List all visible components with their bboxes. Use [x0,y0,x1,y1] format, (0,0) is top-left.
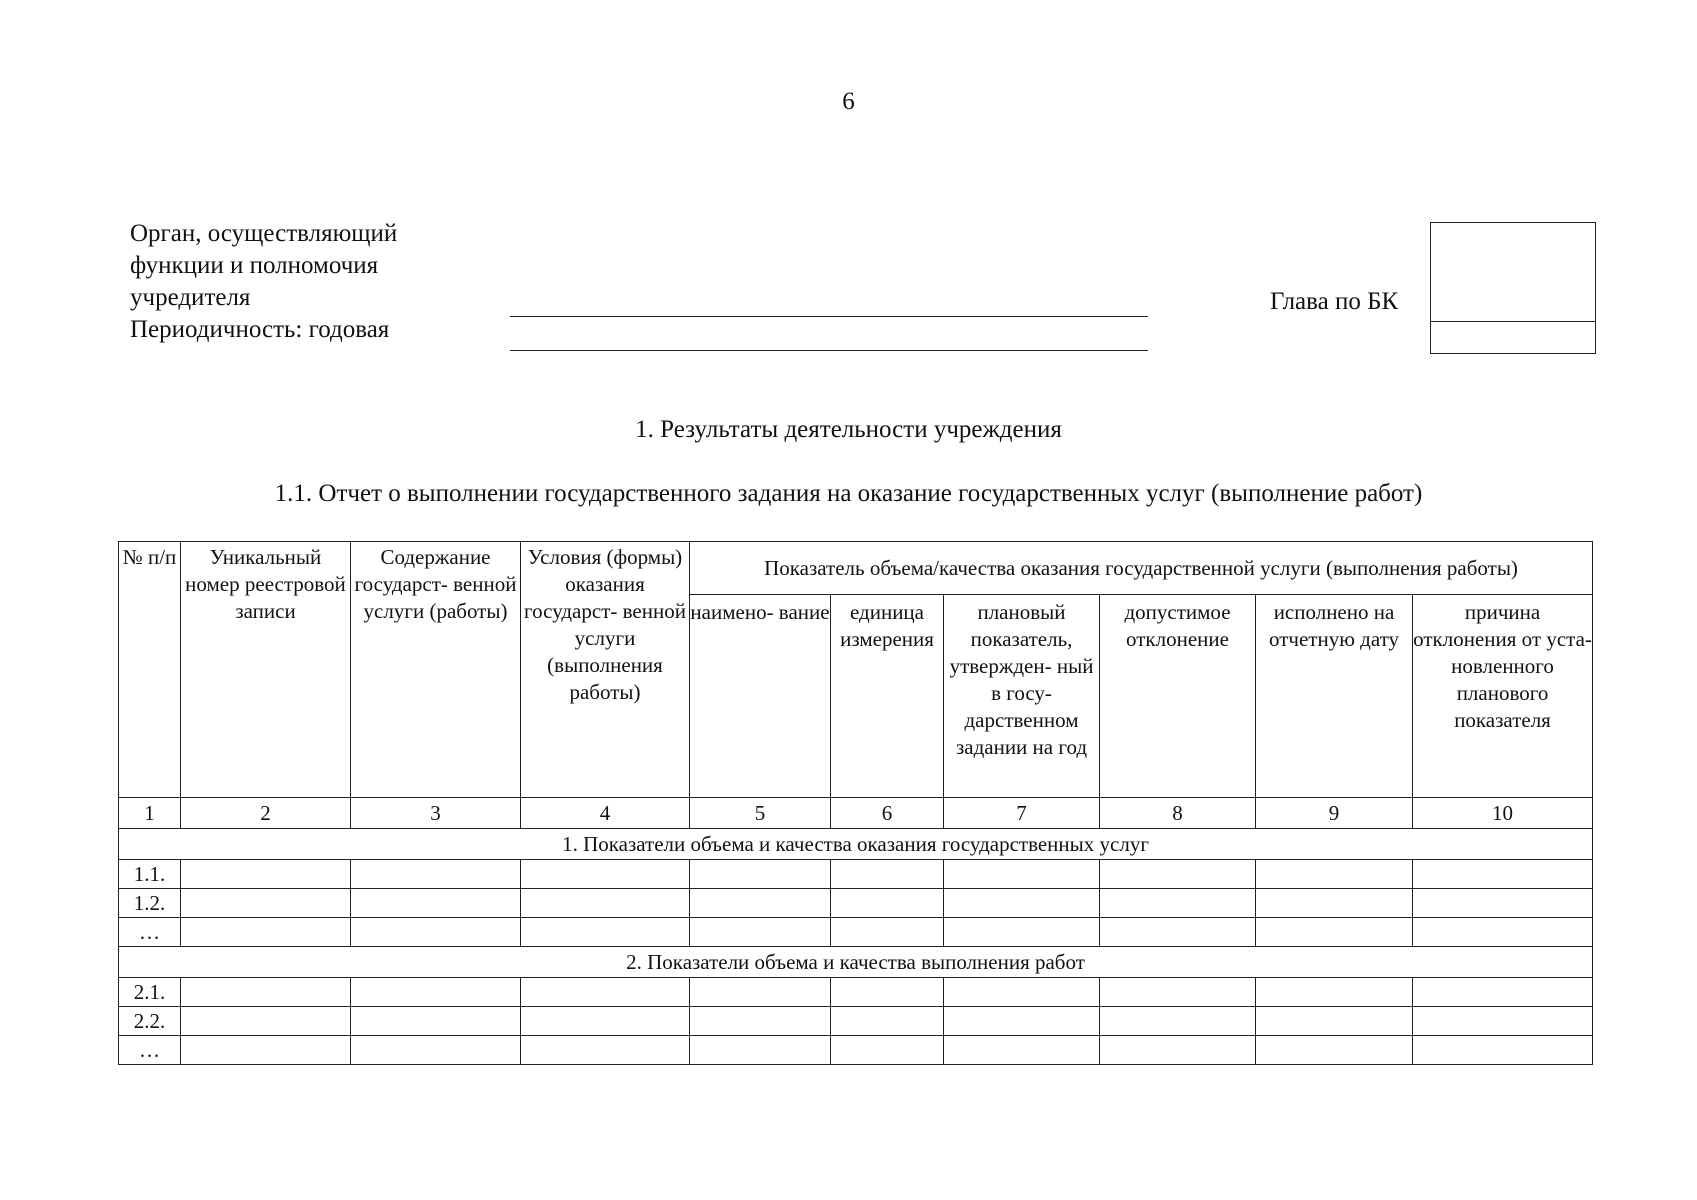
table-cell[interactable] [1100,860,1256,889]
table-row [119,889,1593,918]
table-cell[interactable] [831,1036,944,1065]
table-cell[interactable] [351,918,521,947]
column-number: 9 [1256,798,1413,829]
header-row [119,542,1593,595]
row-number: 2.2. [119,1007,181,1036]
col-header-number: № п/п [119,542,181,798]
table-cell[interactable] [690,1007,831,1036]
table-cell[interactable] [1100,978,1256,1007]
periodicity-line: Периодичность: годовая [130,316,390,343]
table-cell[interactable] [690,860,831,889]
table-cell[interactable] [690,918,831,947]
col-header-indicator-group: Показатель объема/качества оказания государственной услуги (выполнения работы) [690,542,1593,595]
column-number: 5 [690,798,831,829]
section-title-works: 2. Показатели объема и качества выполнения работ [119,947,1593,978]
org-block [130,218,397,346]
table-cell[interactable] [944,860,1100,889]
table-cell[interactable] [181,1007,351,1036]
org-fill-line[interactable] [510,316,1148,317]
col-header-executed: исполнено на отчетную дату [1256,595,1413,798]
col-header-name: наимено- вание [690,595,831,798]
table-cell[interactable] [1413,860,1593,889]
column-number: 4 [521,798,690,829]
table-cell[interactable] [1256,1007,1413,1036]
table-cell[interactable] [1413,1007,1593,1036]
row-number: … [119,918,181,947]
code-cell-chapter[interactable] [1431,223,1595,322]
table-cell[interactable] [944,889,1100,918]
table-cell[interactable] [351,860,521,889]
table-cell[interactable] [351,1036,521,1065]
table-cell[interactable] [1413,889,1593,918]
table-cell[interactable] [944,918,1100,947]
subsection-title: 1.1. Отчет о выполнении государственного задания на оказание государственных услуг (выполнение работ) [274,480,1423,507]
section-title: 1. Результаты деятельности учреждения [635,416,1062,443]
table-cell[interactable] [1256,889,1413,918]
code-box [1430,222,1596,354]
table-cell[interactable] [1100,918,1256,947]
table-cell[interactable] [521,889,690,918]
table-cell[interactable] [831,860,944,889]
table-cell[interactable] [521,978,690,1007]
org-line: Орган, осуществляющий [130,220,398,247]
table-row [119,1007,1593,1036]
table-cell[interactable] [181,1036,351,1065]
table-cell[interactable] [690,889,831,918]
table-cell[interactable] [521,1007,690,1036]
column-number: 2 [181,798,351,829]
table-cell[interactable] [831,978,944,1007]
table-row [119,978,1593,1007]
page-number: 6 [842,88,855,115]
table-cell[interactable] [351,1007,521,1036]
chapter-label: Глава по БК [1270,288,1399,315]
column-number: 1 [119,798,181,829]
table-cell[interactable] [1256,1036,1413,1065]
section-title-services: 1. Показатели объема и качества оказания государственных услуг [119,829,1593,860]
col-header-planned: плановый показатель, утвержден- ный в госу- дарственном задании на год [944,595,1100,798]
col-header-allowed-deviation: допустимое отклонение [1100,595,1256,798]
table-cell[interactable] [944,1036,1100,1065]
col-header-service-content: Содержание государст- венной услуги (работы) [351,542,521,798]
table-cell[interactable] [944,1007,1100,1036]
row-number: … [119,1036,181,1065]
col-header-deviation-reason: причина отклонения от уста- новленного планового показателя [1413,595,1593,798]
table-cell[interactable] [1413,978,1593,1007]
row-number: 1.2. [119,889,181,918]
table-cell[interactable] [831,889,944,918]
table-cell[interactable] [521,1036,690,1065]
table-cell[interactable] [831,918,944,947]
table-cell[interactable] [1100,1007,1256,1036]
periodicity-fill-line[interactable] [510,350,1148,351]
org-line: учредителя [130,284,251,311]
org-line: функции и полномочия [130,252,379,279]
table-cell[interactable] [521,860,690,889]
column-number: 6 [831,798,944,829]
table-cell[interactable] [1413,918,1593,947]
table-cell[interactable] [1413,1036,1593,1065]
table-cell[interactable] [181,918,351,947]
table-cell[interactable] [1256,918,1413,947]
row-number: 2.1. [119,978,181,1007]
table-row [119,860,1593,889]
table-cell[interactable] [1100,1036,1256,1065]
column-number: 3 [351,798,521,829]
table-row [119,1036,1593,1065]
table-cell[interactable] [690,978,831,1007]
table-cell[interactable] [351,978,521,1007]
col-header-unit: единица измерения [831,595,944,798]
table-cell[interactable] [521,918,690,947]
table-cell[interactable] [181,978,351,1007]
col-header-service-conditions: Условия (формы) оказания государст- венной услуги (выполнения работы) [521,542,690,798]
table-cell[interactable] [351,889,521,918]
col-header-registry-number: Уникальный номер реестровой записи [181,542,351,798]
table-cell[interactable] [181,860,351,889]
table-cell[interactable] [831,1007,944,1036]
table-cell[interactable] [181,889,351,918]
table-cell[interactable] [944,978,1100,1007]
column-number-row [119,798,1593,829]
table-cell[interactable] [690,1036,831,1065]
report-table [118,541,1593,1065]
section-row-works [119,947,1593,978]
table-cell[interactable] [1100,889,1256,918]
table-cell[interactable] [1256,860,1413,889]
column-number: 10 [1413,798,1593,829]
column-number: 8 [1100,798,1256,829]
section-row-services [119,829,1593,860]
column-number: 7 [944,798,1100,829]
table-cell[interactable] [1256,978,1413,1007]
row-number: 1.1. [119,860,181,889]
table-row [119,918,1593,947]
